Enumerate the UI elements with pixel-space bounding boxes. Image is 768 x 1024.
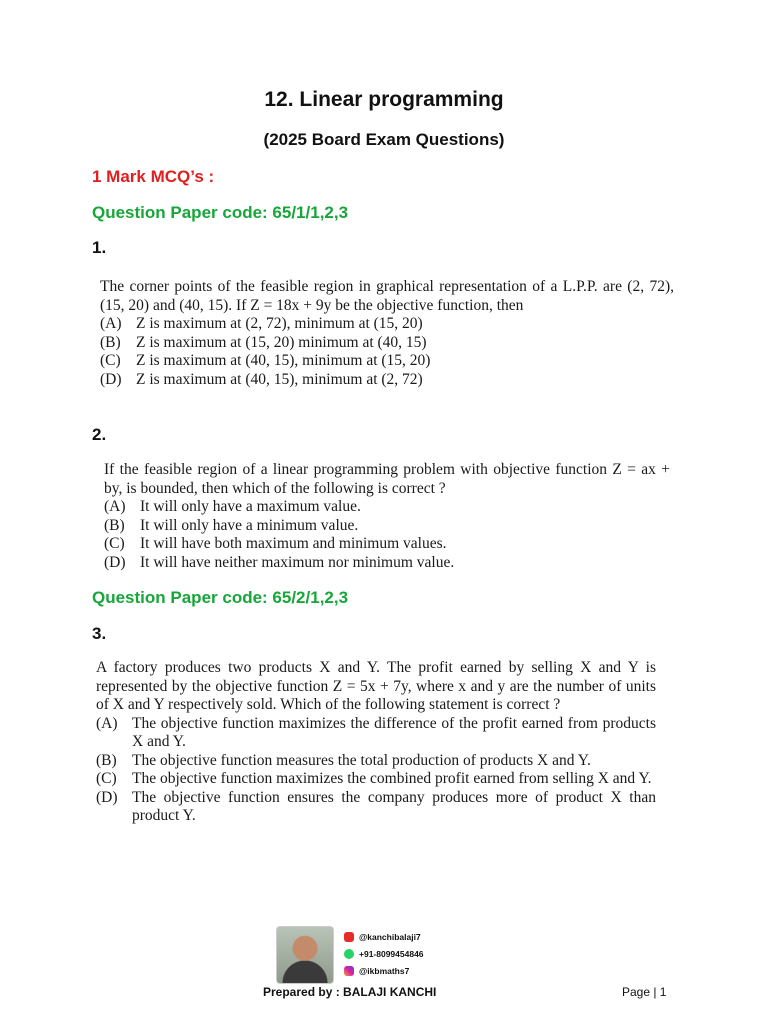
youtube-text: @kanchibalaji7 — [359, 932, 421, 942]
instagram-handle[interactable] — [344, 966, 409, 976]
option-text: It will have neither maximum nor minimum value. — [140, 553, 455, 571]
option-text: The objective function measures the total production of products X and Y. — [132, 751, 591, 769]
option-label: (C) — [96, 770, 117, 787]
option-text: Z is maximum at (2, 72), minimum at (15, 20) — [136, 315, 423, 332]
question-stem: A factory produces two products X and Y. The profit earned by selling X and Y is represented by the objective function Z = 5x + 7y, where x and y are the number of units of X and Y respectively sold. Which of the following statement is correct ? — [96, 659, 656, 713]
question-number: 3. — [92, 624, 107, 643]
youtube-handle[interactable] — [344, 932, 421, 942]
page-title: 12. Linear programming — [264, 88, 504, 111]
whatsapp-icon — [344, 949, 354, 959]
option-text: It will only have a maximum value. — [140, 498, 361, 515]
option-text: Z is maximum at (40, 15), minimum at (15, 20) — [136, 352, 431, 369]
option-text: The objective function maximizes the combined profit earned from selling X and Y. — [132, 770, 652, 787]
question-stem: The corner points of the feasible region in graphical representation of a L.P.P. are (2, 72), (15, 20) and (40, 15). If Z = 18x + 9y be the objective function, then — [100, 278, 674, 314]
author-photo — [276, 926, 334, 984]
option — [100, 371, 674, 390]
question-stem: If the feasible region of a linear programming problem with objective function Z = ax + by, is bounded, then which of the following is correct ? — [104, 461, 670, 497]
page-number: Page | 1 — [622, 985, 667, 999]
option — [96, 770, 656, 789]
option-label: (A) — [100, 315, 122, 332]
question-block — [104, 461, 670, 572]
paper-code-heading: Question Paper code: 65/2/1,2,3 — [92, 588, 349, 607]
question-number: 1. — [92, 238, 107, 257]
youtube-icon — [344, 932, 354, 942]
option-label: (B) — [100, 333, 121, 351]
option-label: (A) — [104, 498, 126, 515]
option-label: (A) — [96, 714, 118, 732]
question-block — [100, 278, 674, 389]
option — [104, 517, 670, 536]
question-block — [96, 659, 656, 826]
section-heading: 1 Mark MCQ’s : — [92, 167, 215, 186]
whatsapp-text: +91-8099454846 — [359, 949, 424, 959]
option — [100, 352, 674, 371]
option — [96, 789, 656, 826]
option — [96, 752, 656, 771]
option-text: Z is maximum at (40, 15), minimum at (2, 72) — [136, 370, 423, 388]
option-label: (B) — [104, 516, 125, 534]
option-text: It will have both maximum and minimum values. — [140, 535, 447, 552]
option-label: (D) — [104, 553, 126, 571]
question-number: 2. — [92, 425, 107, 444]
prepared-by: Prepared by : BALAJI KANCHI — [263, 985, 437, 999]
option — [104, 535, 670, 554]
option-label: (D) — [96, 788, 118, 806]
instagram-icon — [344, 966, 354, 976]
option-text: The objective function ensures the company produces more of product X than product Y. — [132, 788, 656, 824]
option — [100, 334, 674, 353]
option — [104, 554, 670, 573]
page-subtitle: (2025 Board Exam Questions) — [263, 130, 505, 149]
option-label: (C) — [100, 352, 121, 369]
whatsapp-number[interactable] — [344, 949, 424, 959]
paper-code-heading: Question Paper code: 65/1/1,2,3 — [92, 203, 349, 222]
option-text: The objective function maximizes the difference of the profit earned from products X and Y. — [132, 714, 656, 750]
option-text: Z is maximum at (15, 20) minimum at (40, 15) — [136, 333, 427, 351]
option — [100, 315, 674, 334]
option-label: (B) — [96, 751, 117, 769]
option — [96, 715, 656, 752]
option — [104, 498, 670, 517]
instagram-text: @ikbmaths7 — [359, 966, 410, 976]
option-text: It will only have a minimum value. — [140, 516, 359, 534]
option-label: (D) — [100, 370, 122, 388]
option-label: (C) — [104, 535, 125, 552]
